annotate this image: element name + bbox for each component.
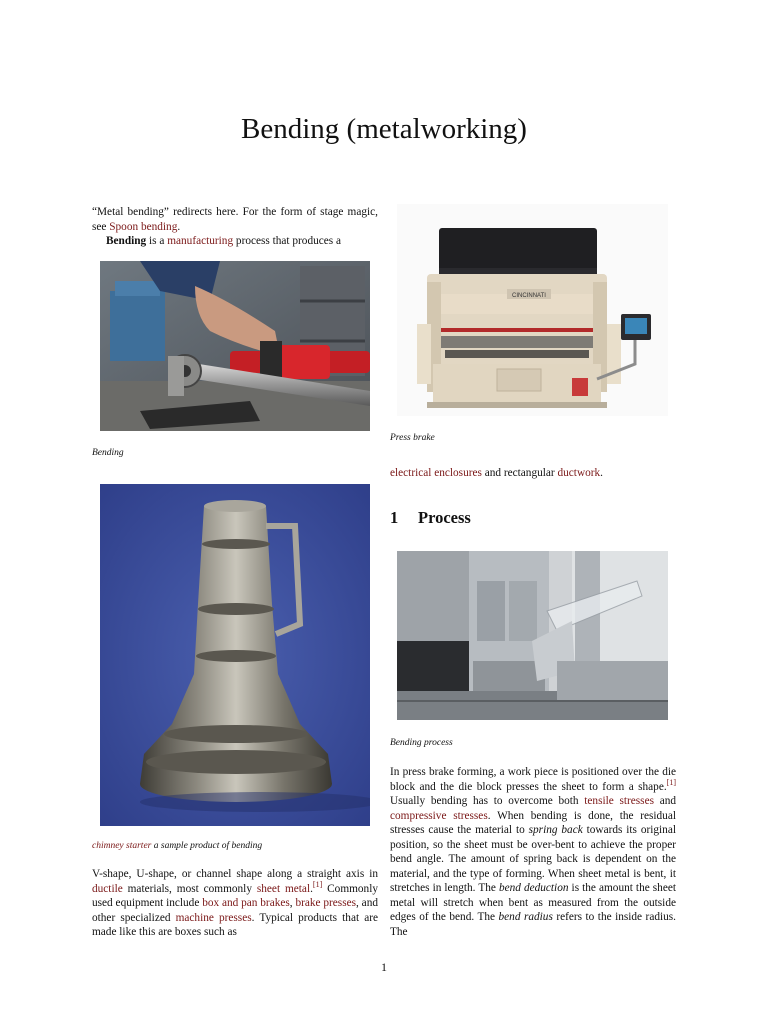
manufacturing-link[interactable]: manufacturing	[167, 235, 234, 247]
reference-1-link[interactable]: [1]	[312, 879, 323, 889]
spoon-bending-link[interactable]: Spoon bending	[109, 220, 178, 233]
sheet-metal-link[interactable]: sheet metal	[256, 882, 311, 895]
bend-radius-term: bend radius	[498, 911, 553, 923]
page-number: 1	[381, 960, 387, 974]
bend-deduction-term: bend deduction	[498, 882, 569, 894]
chimney-starter-photo	[100, 484, 370, 826]
right-continued-paragraph	[390, 466, 676, 481]
text: . When bending is done, the residual stresses cause the material to	[390, 809, 676, 836]
text: .	[600, 467, 603, 479]
bending-process-caption: Bending process	[390, 738, 453, 748]
section-heading-process	[390, 508, 471, 528]
press-brake-logo: CINCINNATI	[512, 293, 546, 299]
process-paragraph	[390, 765, 676, 939]
ductile-link[interactable]: ductile	[92, 882, 123, 895]
text: Commonly used equipment include	[92, 882, 378, 909]
text: materials, most commonly	[122, 882, 257, 895]
chimney-caption	[92, 840, 378, 852]
section-number: 1	[390, 508, 399, 527]
box-and-pan-brakes-link[interactable]: box and pan brakes	[202, 897, 290, 909]
text: towards its original position, so the sheet must be over-bent to achieve the proper bend angle. The amount of spring back is dependent on the material, and the type of forming. When sheet metal is bent, it stretches in length. The	[390, 824, 676, 894]
text: is the amount the sheet metal will stretch when bent as measured from the outside edges of the bend. The	[390, 882, 676, 923]
hatnote-text: “Metal bending” redirects here. For the form of stage magic, see	[92, 206, 378, 233]
spring-back-term: spring back	[528, 824, 583, 836]
chimney-starter-link[interactable]: chimney starter	[92, 841, 152, 851]
intro-term: Bending	[106, 235, 147, 247]
left-body-paragraph	[92, 867, 378, 940]
press-brake-caption: Press brake	[390, 433, 435, 443]
bending-caption: Bending	[92, 448, 124, 458]
text: In press brake forming, a work piece is positioned over the die block and the die block presses the sheet to form a shape.	[390, 766, 676, 793]
hatnote-and-intro	[92, 205, 378, 249]
section-title: Process	[418, 508, 471, 527]
ductwork-link[interactable]: ductwork	[557, 467, 601, 479]
text: and rectangular	[481, 467, 558, 479]
text: refers to the inside radius. The	[390, 911, 676, 938]
intro-paragraph	[92, 234, 378, 249]
text: .	[310, 882, 313, 895]
text: . Typical products that are made like this are boxes such as	[92, 911, 378, 938]
tensile-stresses-link[interactable]: tensile stresses	[584, 795, 654, 807]
text: , and other specialized	[92, 897, 378, 924]
compressive-stresses-link[interactable]: compressive stresses	[390, 809, 488, 822]
intro-text-1: is a	[146, 235, 168, 247]
page-title: Bending (metalworking)	[241, 113, 527, 145]
bending-photo	[100, 261, 370, 431]
electrical-enclosures-link[interactable]: electrical enclosures	[390, 467, 482, 479]
text: V-shape, U-shape, or channel shape along a straight axis in	[92, 868, 378, 880]
text: Usually bending has to overcome both	[390, 795, 585, 807]
hatnote	[92, 205, 378, 234]
bending-process-photo	[397, 551, 668, 720]
reference-1-link[interactable]: [1]	[666, 777, 676, 787]
chimney-caption-text: a sample product of bending	[151, 841, 263, 851]
text: and	[653, 795, 677, 807]
intro-text-2: process that produces a	[233, 235, 342, 247]
press-brake-photo	[397, 204, 668, 416]
brake-presses-link[interactable]: brake presses	[295, 897, 357, 909]
text: ,	[289, 897, 296, 909]
hatnote-suffix: .	[177, 220, 181, 233]
machine-presses-link[interactable]: machine presses	[175, 911, 252, 924]
